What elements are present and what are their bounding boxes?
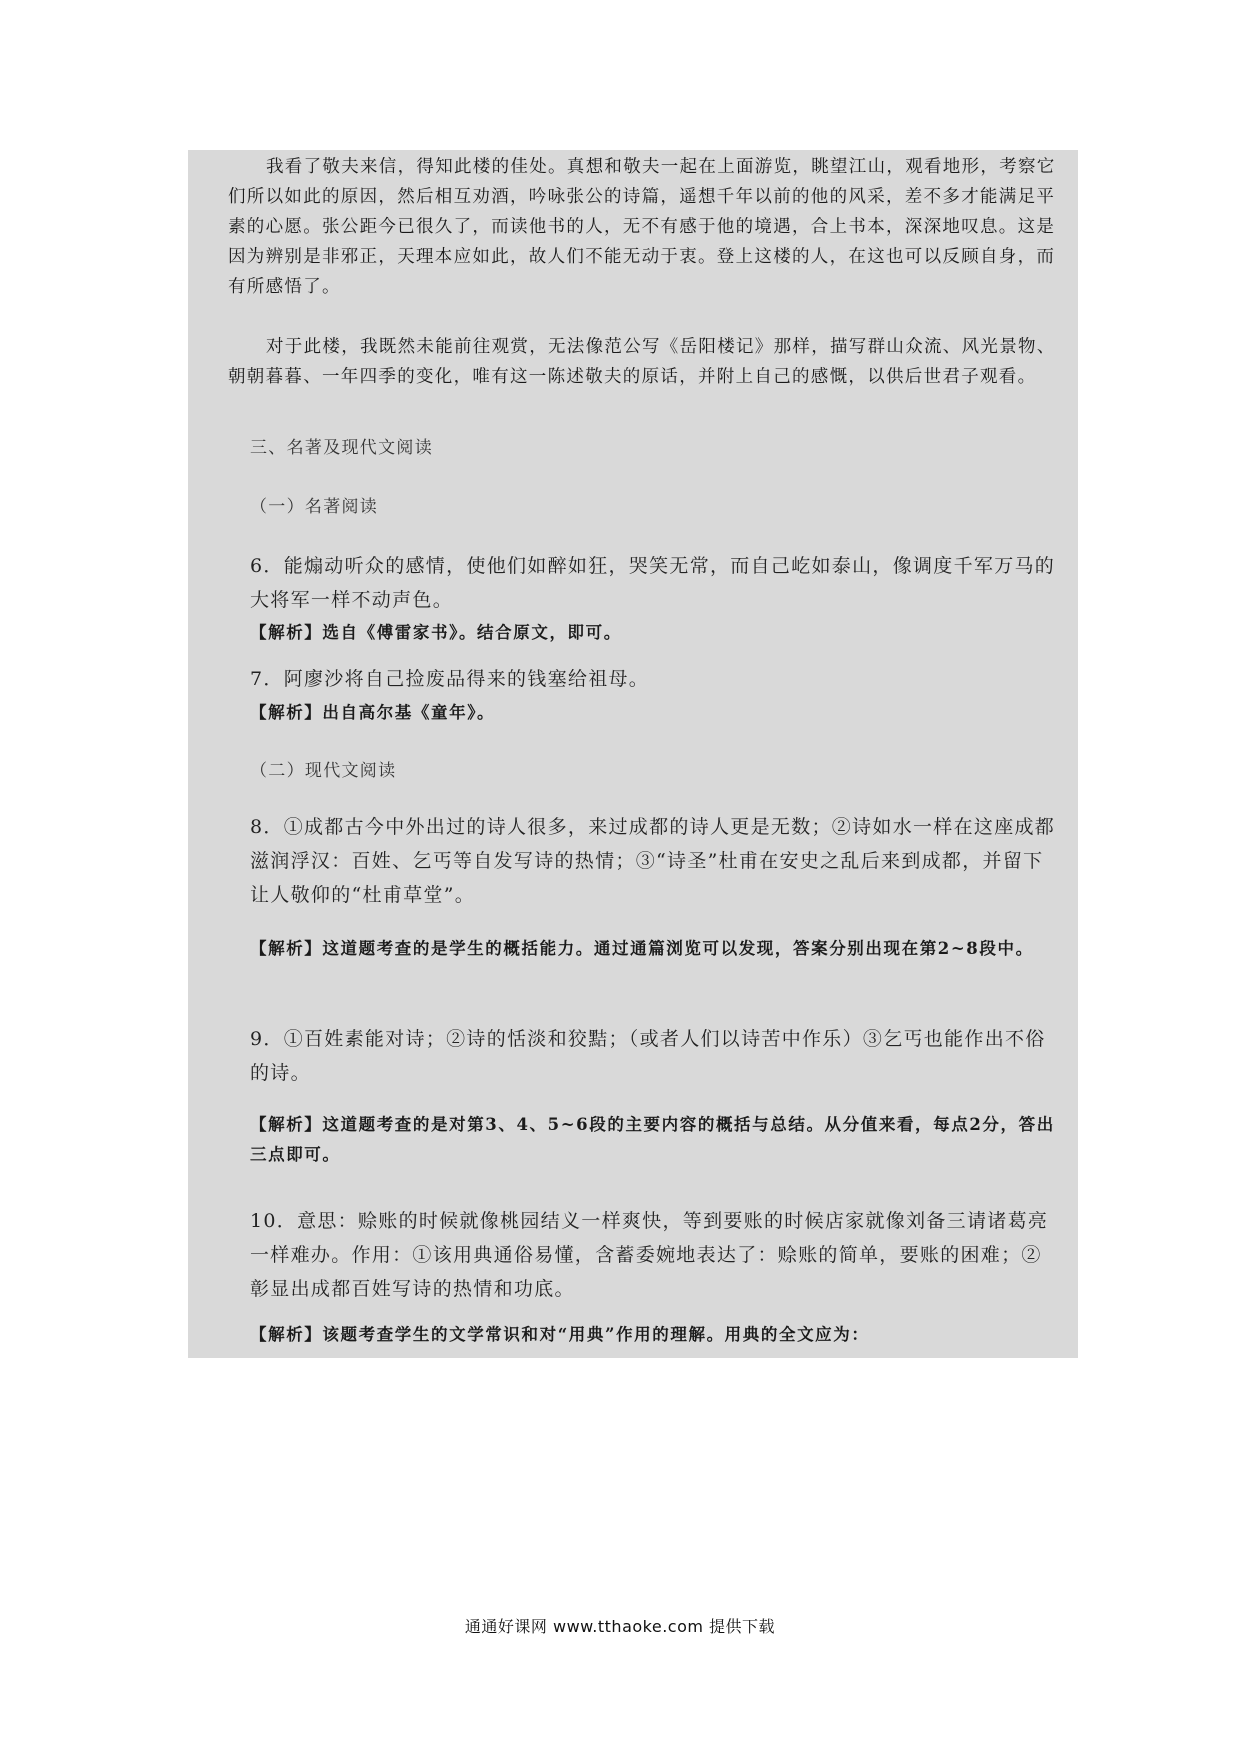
analysis-9: 【解析】这道题考查的是对第3、4、5~6段的主要内容的概括与总结。从分值来看，每点2分，答出三点即可。 <box>250 1115 1055 1164</box>
answer-6: 6．能煽动听众的感情，使他们如醉如狂，哭笑无常，而自己屹如泰山，像调度千军万马的大将军一样不动声色。 <box>250 555 1056 611</box>
answer-9: 9．①百姓素能对诗；②诗的恬淡和狡黠；（或者人们以诗苦中作乐）③乞丐也能作出不俗的诗。 <box>250 1028 1046 1084</box>
scanned-page <box>188 150 1078 1358</box>
analysis-7: 【解析】出自高尔基《童年》。 <box>250 703 496 722</box>
subsection-heading-1: （一）名著阅读 <box>250 497 379 517</box>
subsection-heading-2: （二）现代文阅读 <box>250 761 397 781</box>
section-heading: 三、名著及现代文阅读 <box>250 438 433 458</box>
intro-paragraph-2: 对于此楼，我既然未能前往观赏，无法像范公写《岳阳楼记》那样，描写群山众流、风光景物、朝朝暮暮、一年四季的变化，唯有这一陈述敬夫的原话，并附上自己的感慨，以供后世君子观看。 <box>228 337 1056 387</box>
answer-7: 7．阿廖沙将自己捡废品得来的钱塞给祖母。 <box>250 668 650 690</box>
footer-credit: 通通好课网 www.tthaoke.com 提供下载 <box>464 1617 776 1636</box>
analysis-6: 【解析】选自《傅雷家书》。结合原文，即可。 <box>250 623 622 642</box>
answer-8: 8．①成都古今中外出过的诗人很多，来过成都的诗人更是无数；②诗如水一样在这座成都滋润浮汉：百姓、乞丐等自发写诗的热情；③“诗圣”杜甫在安史之乱后来到成都，并留下让人敬仰的“杜甫草堂”。 <box>250 816 1056 906</box>
answer-10: 10．意思：赊账的时候就像桃园结义一样爽快，等到要账的时候店家就像刘备三请诸葛亮一样难办。作用：①该用典通俗易懂，含蓄委婉地表达了：赊账的简单，要账的困难；②彰显出成都百姓写诗的热情和功底。 <box>250 1210 1049 1300</box>
intro-paragraph-1: 我看了敬夫来信，得知此楼的佳处。真想和敬夫一起在上面游览，眺望江山，观看地形，考察它们所以如此的原因，然后相互劝酒，吟咏张公的诗篇，遥想千年以前的他的风采，差不多才能满足平素的心愿。张公距今已很久了，而读他书的人，无不有感于他的境遇，合上书本，深深地叹息。这是因为辨别是非邪正，天理本应如此，故人们不能无动于衷。登上这楼的人，在这也可以反顾自身，而有所感悟了。 <box>228 157 1056 297</box>
analysis-8: 【解析】这道题考查的是学生的概括能力。通过通篇浏览可以发现，答案分别出现在第2~8段中。 <box>250 939 1034 958</box>
analysis-10: 【解析】该题考查学生的文学常识和对“用典”作用的理解。用典的全文应为： <box>250 1325 870 1344</box>
